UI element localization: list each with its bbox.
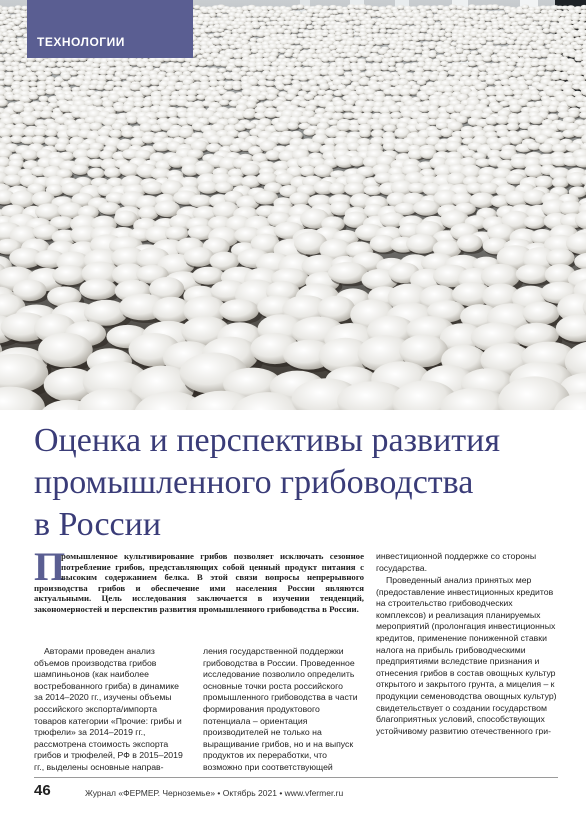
body-column-3-paragraph: Проведенный анализ принятых мер (предоставление инвестиционных кредитов на строительство грибоводческих комплексов) и реализация планируемых мероприятий (пролонгация инвестиционных кредитов, применение пониженной ставки налога на прибыль грибоводческими предприятиями вследствие признания и отнесения грибов в состав овощных культур открытого и закрытого грунта, а мицелия – к продукции семеноводства овощных культур) свидетельствует о создании государством благоприятных условий, способствующих устойчивому развитию отечественного гри- [376, 575, 557, 736]
body-column-1: Авторами проведен анализ объемов производства грибов шампиньонов (как наиболее востребованного гриба) в динамике за 2014–2020 гг., изучены объемы российского экспорта/импорта товаров категории «Прочие: грибы и трюфели» за 2014–2019 гг., рассмотрена стоимость экспорта грибов и трюфелей, РФ в 2015–2019 гг., выделены основные направ- [34, 646, 183, 772]
title-line-3: в России [34, 506, 162, 543]
drop-cap: П [34, 544, 66, 589]
article-title [34, 420, 554, 546]
lead-paragraph [34, 544, 364, 615]
title-line-2: промышленного грибоводства [34, 464, 474, 501]
lead-text: ромышленное культивирование грибов позволяет исключать сезонное потребление грибов, представляющих собой ценный продукт питания с высоким содержанием белка. В этой связи вопросы непрерывного производства грибов и обеспечение ими населения России являются актуальными. Цель исследования заключается в изучении тенденций, закономерностей и перспектив развития промышленного грибоводства в России. [34, 551, 364, 614]
title-line-1: Оценка и перспективы развития [34, 422, 500, 459]
footer-journal-info: Журнал «ФЕРМЕР. Черноземье» • Октябрь 2021 • www.vfermer.ru [85, 788, 344, 798]
page-number: 46 [34, 782, 51, 799]
body-column-3-continuation: инвестиционной поддержке со стороны государства. [376, 551, 537, 573]
section-label: ТЕХНОЛОГИИ [37, 35, 125, 49]
footer-divider [34, 777, 558, 778]
body-column-2: ления государственной поддержки грибоводства в России. Проведенное исследование позволило определить основные точки роста российского промышленного грибоводства в части формирования продуктового потенциала – ориентация производителей не только на выращивание грибов, но и на выпуск продуктов их переработки, что возможно при соответствующей [203, 646, 358, 772]
section-tag [27, 0, 193, 58]
